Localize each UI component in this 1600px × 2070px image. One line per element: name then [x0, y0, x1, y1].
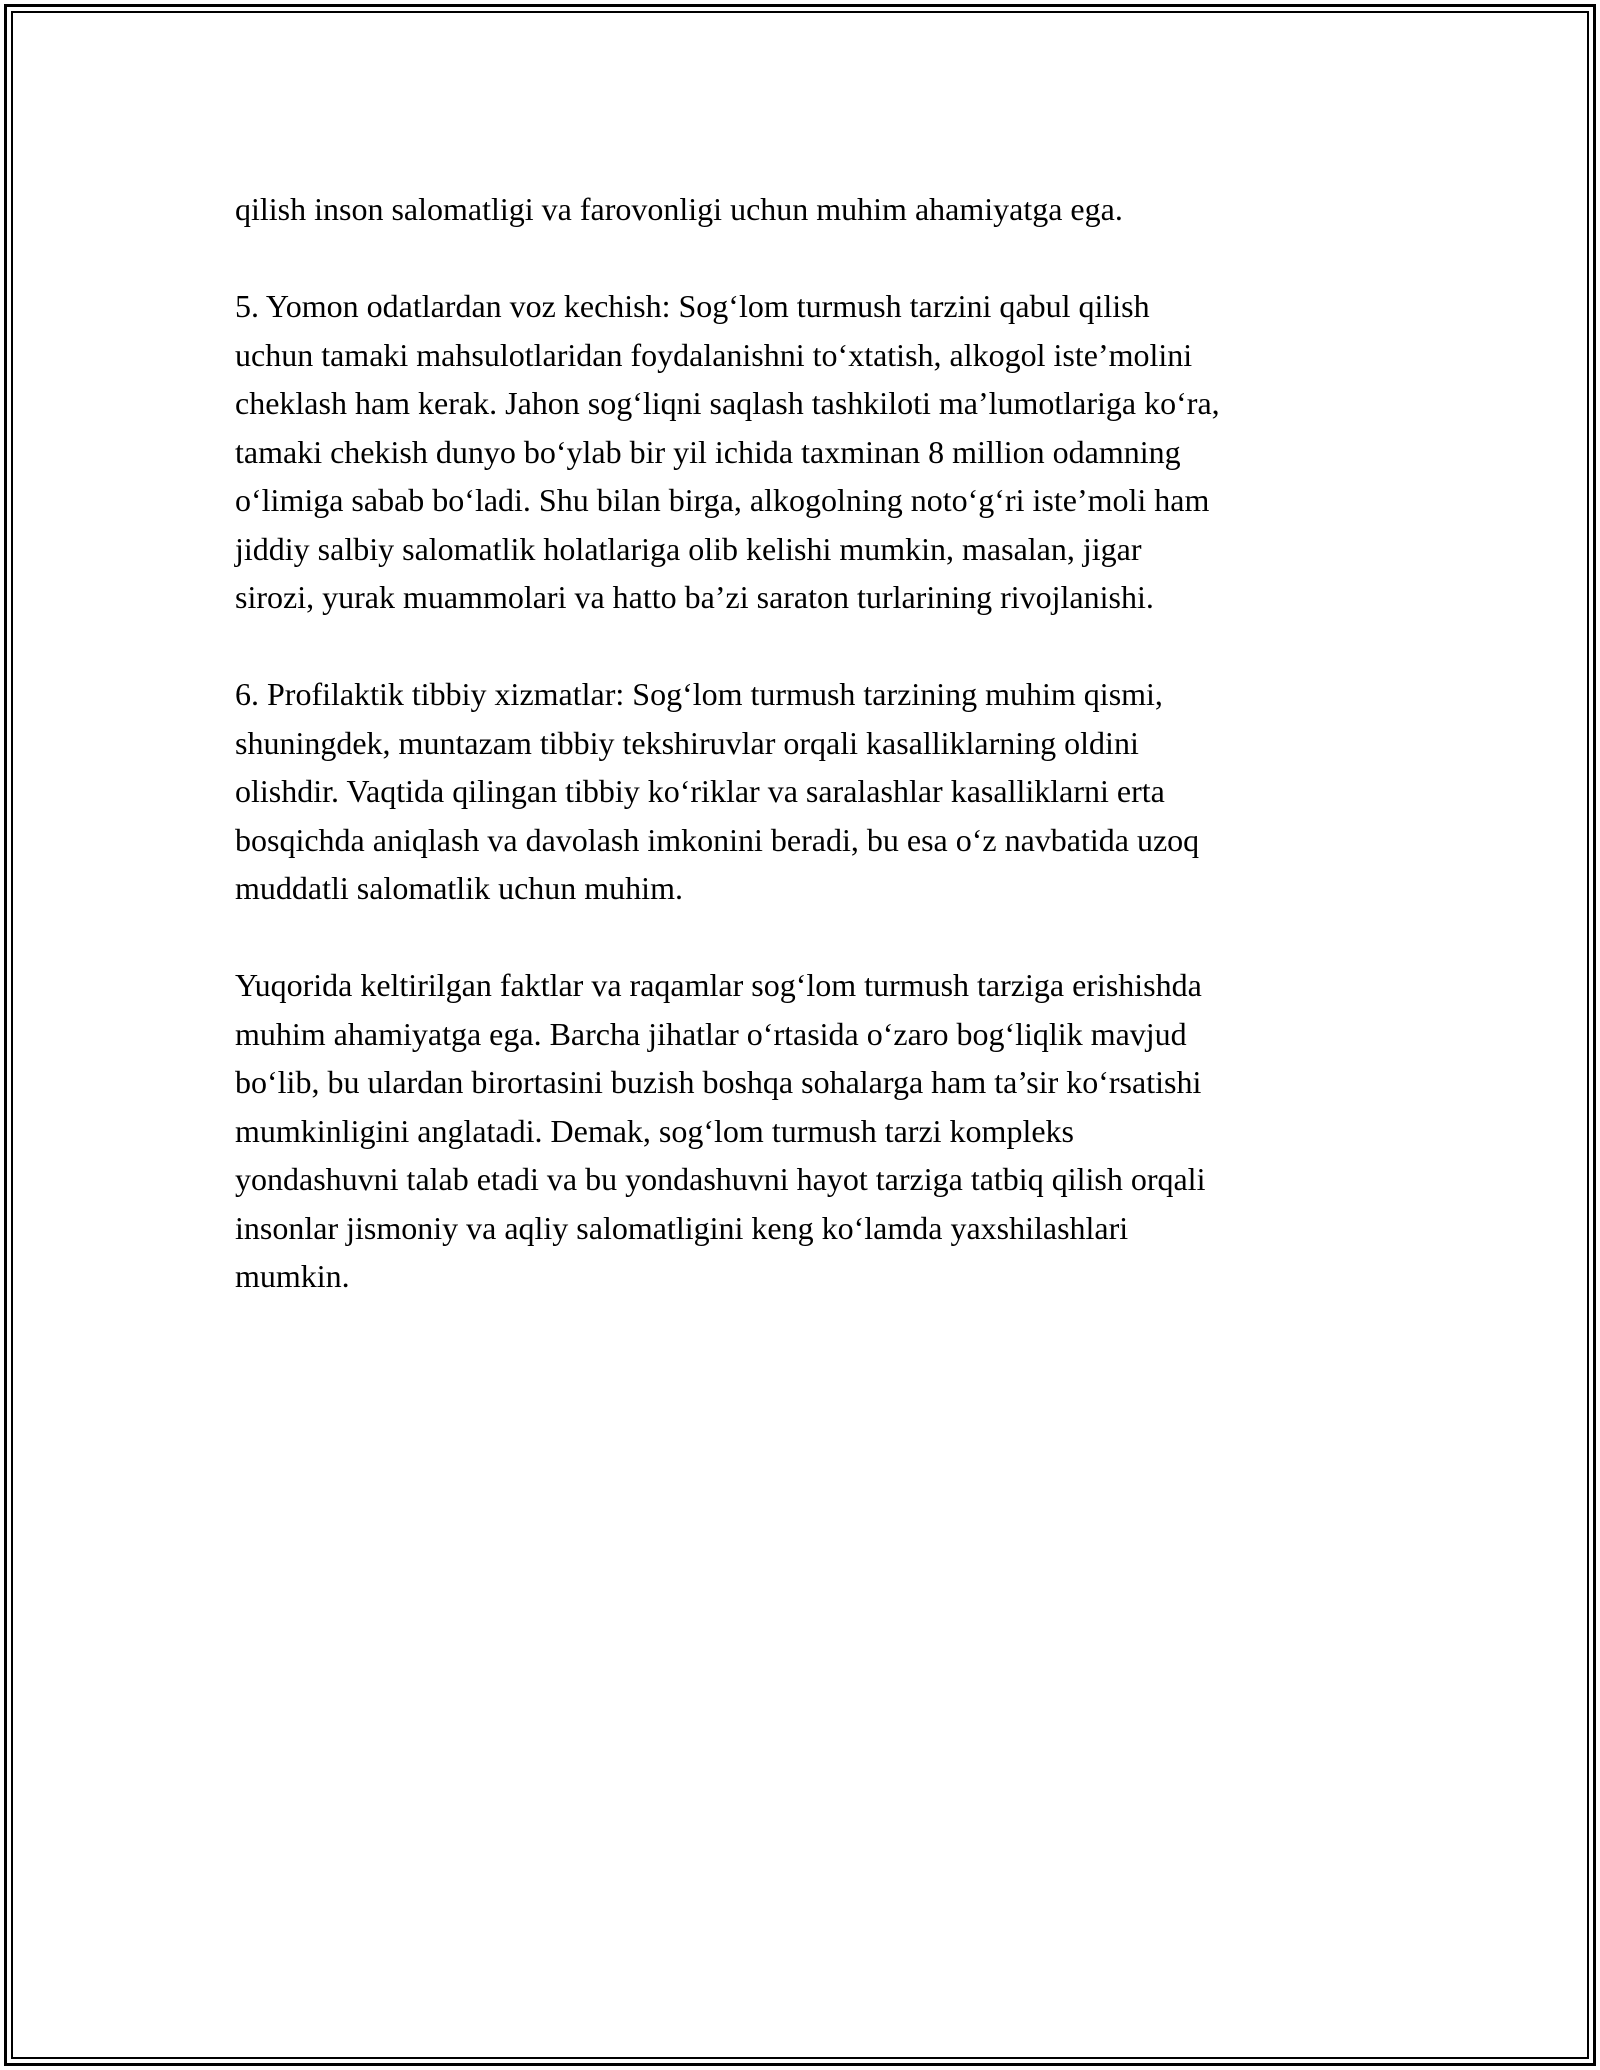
paragraph-bad-habits — [235, 282, 1385, 622]
text-line: bosqichda aniqlash va davolash imkonini beradi, bu esa o‘z navbatida uzoq — [235, 821, 1200, 858]
paragraph-continuation — [235, 185, 1385, 234]
page-body — [235, 185, 1385, 1349]
text-line: olishdir. Vaqtida qilingan tibbiy ko‘riklar va saralashlar kasalliklarni erta — [235, 773, 1165, 809]
text-line: insonlar jismoniy va aqliy salomatligini keng ko‘lamda yaxshilashlari — [235, 1209, 1129, 1246]
text-line: Yuqorida keltirilgan faktlar va raqamlar sog‘lom turmush tarziga erishishda — [235, 967, 1202, 1003]
text-line: o‘limiga sabab bo‘ladi. Shu bilan birga, alkogolning noto‘g‘ri iste’moli ham — [235, 482, 1210, 518]
text-line: mumkin. — [235, 1258, 350, 1294]
text-line: jiddiy salbiy salomatlik holatlariga olib kelishi mumkin, masalan, jigar — [235, 530, 1142, 567]
text-line: shuningdek, muntazam tibbiy tekshiruvlar orqali kasalliklarning oldini — [235, 724, 1139, 761]
paragraph-conclusion — [235, 961, 1385, 1301]
paragraph-preventive-services — [235, 670, 1385, 913]
text-line: qilish inson salomatligi va farovonligi uchun muhim ahamiyatga ega. — [235, 191, 1123, 227]
text-line: 6. Profilaktik tibbiy xizmatlar: Sog‘lom turmush tarzining muhim qismi, — [235, 676, 1163, 712]
text-line: sirozi, yurak muammolari va hatto ba’zi saraton turlarining rivojlanishi. — [235, 579, 1154, 615]
text-line: tamaki chekish dunyo bo‘ylab bir yil ichida taxminan 8 million odamning — [235, 433, 1181, 470]
text-line: yondashuvni talab etadi va bu yondashuvni hayot tarziga tatbiq qilish orqali — [235, 1161, 1206, 1197]
text-line: muhim ahamiyatga ega. Barcha jihatlar o‘rtasida o‘zaro bog‘liqlik mavjud — [235, 1015, 1187, 1052]
text-line: mumkinligini anglatadi. Demak, sog‘lom turmush tarzi kompleks — [235, 1112, 1074, 1149]
text-line: muddatli salomatlik uchun muhim. — [235, 870, 683, 906]
text-line: uchun tamaki mahsulotlaridan foydalanishni to‘xtatish, alkogol iste’molini — [235, 336, 1193, 373]
text-line: 5. Yomon odatlardan voz kechish: Sog‘lom turmush tarzini qabul qilish — [235, 288, 1150, 324]
text-line: bo‘lib, bu ulardan birortasini buzish boshqa sohalarga ham ta’sir ko‘rsatishi — [235, 1064, 1202, 1100]
text-line: cheklash ham kerak. Jahon sog‘liqni saqlash tashkiloti ma’lumotlariga ko‘ra, — [235, 385, 1220, 421]
